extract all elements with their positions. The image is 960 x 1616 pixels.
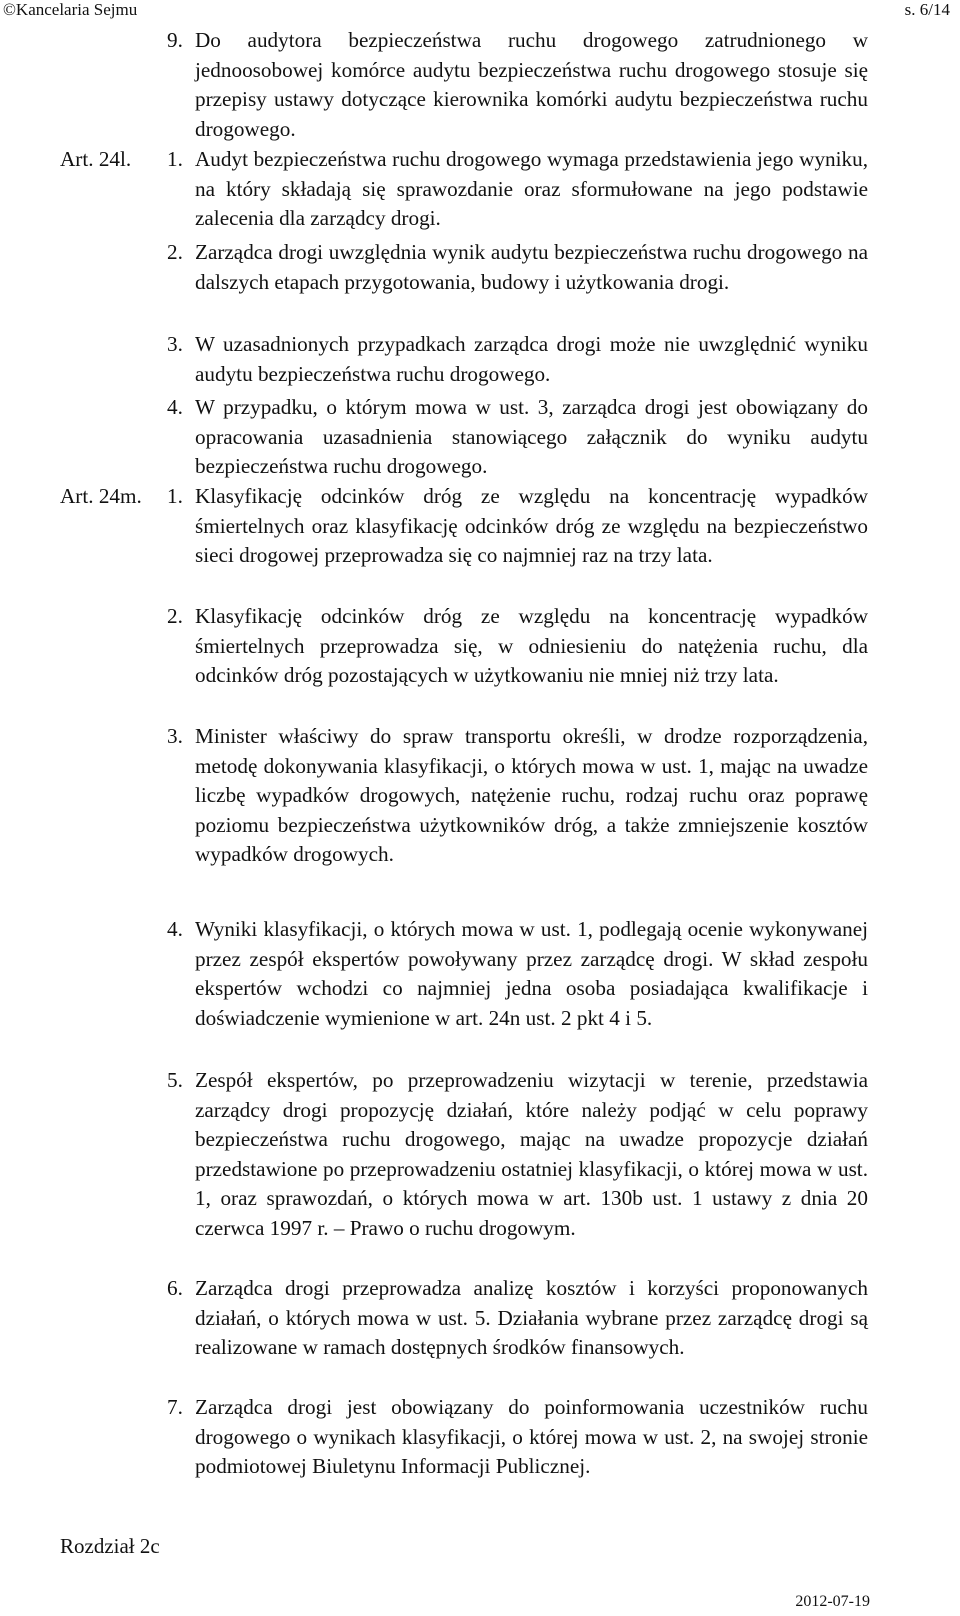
paragraph-number: 9. [167,28,183,52]
paragraph-9 [167,26,868,144]
paragraph-text: W przypadku, o którym mowa w ust. 3, zarządca drogi jest obowiązany do opracowania uzasadnienia stanowiącego załącznik do wyniku audytu bezpieczeństwa ruchu drogowego. [195,395,868,479]
art-24m-paragraph-4 [167,915,868,1033]
article-number: Art. 24l. [60,147,132,171]
paragraph-number: 1. [167,484,183,508]
paragraph-text: Minister właściwy do spraw transportu określi, w drodze rozporządzenia, metodę dokonywania klasyfikacji, o których mowa w ust. 1, mając na uwadze liczbę wypadków drogowych, natężenie ruchu, rodzaj ruchu oraz poprawę poziomu bezpieczeństwa użytkowników dróg, a także zmniejszenie kosztów wypadków drogowych. [195,724,868,867]
paragraph-text: Zarządca drogi uwzględnia wynik audytu bezpieczeństwa ruchu drogowego na dalszych etapach przygotowania, budowy i użytkowania drogi. [195,240,868,294]
art-24l-paragraph-3 [167,330,868,389]
paragraph-number: 4. [167,395,183,419]
art-24l-paragraph-4 [167,393,868,482]
paragraph-text: Do audytora bezpieczeństwa ruchu drogowego zatrudnionego w jednoosobowej komórce audytu bezpieczeństwa ruchu drogowego stosuje się przepisy ustawy dotyczące kierownika komórki audytu bezpieczeństwa ruchu drogowego. [195,28,868,141]
paragraph-number: 3. [167,332,183,356]
paragraph-number: 6. [167,1276,183,1300]
paragraph-text: Audyt bezpieczeństwa ruchu drogowego wymaga przedstawienia jego wyniku, na który składają się sprawozdanie oraz sformułowane na jego podstawie zalecenia dla zarządcy drogi. [195,147,868,231]
paragraph-number: 5. [167,1068,183,1092]
article-number: Art. 24m. [60,484,142,508]
paragraph-text: Zarządca drogi jest obowiązany do poinformowania uczestników ruchu drogowego o wynikach klasyfikacji, o której mowa w ust. 2, na swojej stronie podmiotowej Biuletynu Informacji Publicznej. [195,1395,868,1479]
art-24m-paragraph-2 [167,602,868,691]
header-copyright: ©Kancelaria Sejmu [3,0,138,19]
art-24l-paragraph-1 [60,145,868,234]
paragraph-number: 4. [167,917,183,941]
paragraph-number: 7. [167,1395,183,1419]
art-24l-paragraph-2 [167,238,868,297]
paragraph-number: 2. [167,240,183,264]
paragraph-text: W uzasadnionych przypadkach zarządca drogi może nie uwzględnić wyniku audytu bezpieczeństwa ruchu drogowego. [195,332,868,386]
art-24m-paragraph-1 [60,482,868,571]
paragraph-text: Zarządca drogi przeprowadza analizę kosztów i korzyści proponowanych działań, o których mowa w ust. 5. Działania wybrane przez zarządcę drogi są realizowane w ramach dostępnych środków finansowych. [195,1276,868,1360]
paragraph-text: Wyniki klasyfikacji, o których mowa w ust. 1, podlegają ocenie wykonywanej przez zespół ekspertów powoływany przez zarządcę drogi. W skład zespołu ekspertów wchodzi co najmniej jedna osoba posiadająca kwalifikacje i doświadczenie wymienione w art. 24n ust. 2 pkt 4 i 5. [195,917,868,1030]
paragraph-text: Klasyfikację odcinków dróg ze względu na koncentrację wypadków śmiertelnych przeprowadza się, w odniesieniu do natężenia ruchu, dla odcinków dróg pozostających w użytkowaniu nie mniej niż trzy lata. [195,604,868,688]
art-24m-paragraph-3 [167,722,868,870]
paragraph-text: Zespół ekspertów, po przeprowadzeniu wizytacji w terenie, przedstawia zarządcy drogi propozycję działań, które należy podjąć w celu poprawy bezpieczeństwa ruchu drogowego, mając na uwadze propozycje działań przedstawione po przeprowadzeniu ostatniej klasyfikacji, o której mowa w ust. 1, oraz sprawozdań, o których mowa w art. 130b ust. 1 ustawy z dnia 20 czerwca 1997 r. – Prawo o ruchu drogowym. [195,1068,868,1240]
art-24m-paragraph-6 [167,1274,868,1363]
chapter-heading: Rozdział 2c [60,1534,160,1558]
art-24m-paragraph-7 [167,1393,868,1482]
paragraph-number: 1. [167,147,183,171]
paragraph-number: 2. [167,604,183,628]
paragraph-text: Klasyfikację odcinków dróg ze względu na koncentrację wypadków śmiertelnych oraz klasyfikację odcinków dróg ze względu na bezpieczeństwo sieci drogowej przeprowadza się co najmniej raz na trzy lata. [195,484,868,568]
footer-date: 2012-07-19 [795,1593,870,1610]
paragraph-number: 3. [167,724,183,748]
art-24m-paragraph-5 [167,1066,868,1244]
page-number: s. 6/14 [904,0,950,19]
